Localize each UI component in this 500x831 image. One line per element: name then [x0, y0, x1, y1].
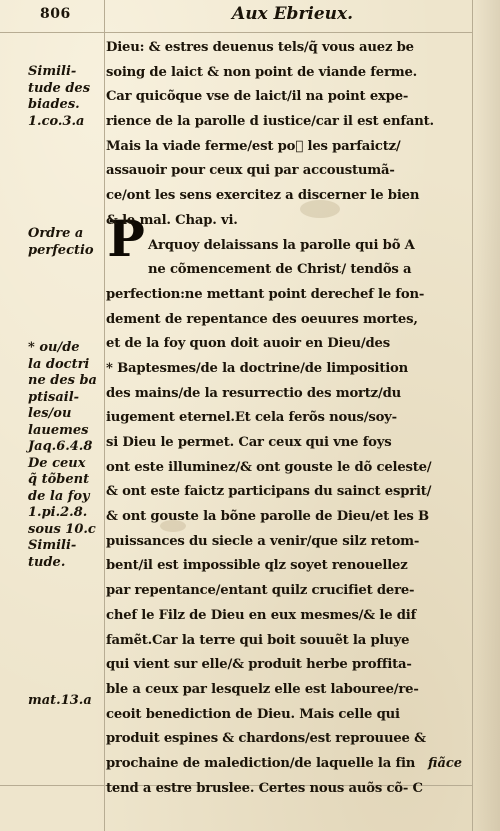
text-line: si Dieu le permet. Car ceux qui vne foys [106, 435, 392, 450]
margin-note: Ordre a perfectio [28, 226, 94, 258]
margin-note: mat.13.a [28, 693, 92, 708]
text-line: * Baptesmes/de la doctrine/de limposition [106, 360, 409, 376]
text-line: & ont este faictz participans du sainct esprit/ [106, 484, 432, 500]
text-line: assauoir pour ceux qui par accoustumã- [106, 163, 395, 179]
text-line: tend a estre bruslee. Certes nous auõs cõ- C [106, 780, 423, 796]
text-line: chef le Filz de Dieu en eux mesmes/& le dif [106, 607, 417, 623]
text-line: ble a ceux par lesquelz elle est labouree/re- [106, 681, 419, 697]
text-line: dement de repentance des oeuures mortes, [106, 311, 418, 327]
text-line: ont este illuminez/& ont gouste le dõ celeste/ [106, 459, 432, 475]
text-line: des mains/de la resurrectio des mortz/du [106, 385, 401, 401]
text-line: soing de laict & non point de viande ferme. [106, 64, 418, 80]
text-line: qui vient sur elle/& produit herbe proffita- [106, 657, 412, 673]
margin-note: Simili- tude des biades. 1.co.3.a [28, 64, 91, 129]
running-title: Aux Ebrieux. [232, 4, 354, 24]
text-line: puissances du siecle a venir/que silz retom- [106, 533, 420, 549]
margin-rule-left [104, 0, 105, 831]
drop-capital: P [107, 209, 145, 268]
text-line: produit espines & chardons/est reprouuee & [106, 731, 426, 747]
catchword: fiãce [428, 756, 463, 771]
text-line: ce/ont les sens exercitez a discerner le bien [106, 188, 420, 204]
text-line: Dieu: & estres deuenus tels/q̃ vous auez be [106, 40, 414, 55]
text-line: et de la foy quon doit auoir en Dieu/des [106, 336, 390, 352]
main-text-block [106, 36, 474, 801]
text-line: bent/il est impossible qlz soyet renouellez [106, 558, 408, 574]
text-line: & ont gouste la bõne parolle de Dieu/et les B [106, 509, 429, 525]
text-line: ne cõmencement de Christ/ tendõs a [148, 262, 412, 278]
page-edge-shadow [472, 0, 500, 831]
text-line: Arquoy delaissans la parolle qui bõ A [148, 237, 415, 253]
folio-number: 806 [40, 6, 71, 22]
text-line: rience de la parolle d iustice/car il est enfant. [106, 114, 434, 130]
text-line: perfection:ne mettant point derechef le fon- [106, 286, 425, 302]
margin-note: * ou/de la doctri ne des ba ptisail- les/ou lauemes Jaq.6.4.8 De ceux q̃ tõbent de la foy 1.pi.2.8. sous 10.c Simili- tude. [28, 340, 97, 570]
text-line: iugement eternel.Et cela ferõs nous/soy- [106, 410, 397, 426]
text-line: Car quicõque vse de laict/il na point expe- [106, 89, 409, 105]
text-line: par repentance/entant quilz crucifiet dere- [106, 583, 415, 599]
chapter-heading-line: & le mal. Chap. vi. [106, 212, 238, 228]
text-line: famẽt.Car la terre qui boit souuẽt la pluye [106, 632, 410, 648]
margin-notes [0, 0, 104, 831]
text-line: prochaine de malediction/de laquelle la fin [106, 755, 416, 771]
text-line: Mais la viade ferme/est po᷑ les parfaictz/ [106, 138, 401, 154]
text-line: ceoit benediction de Dieu. Mais celle qui [106, 706, 400, 722]
